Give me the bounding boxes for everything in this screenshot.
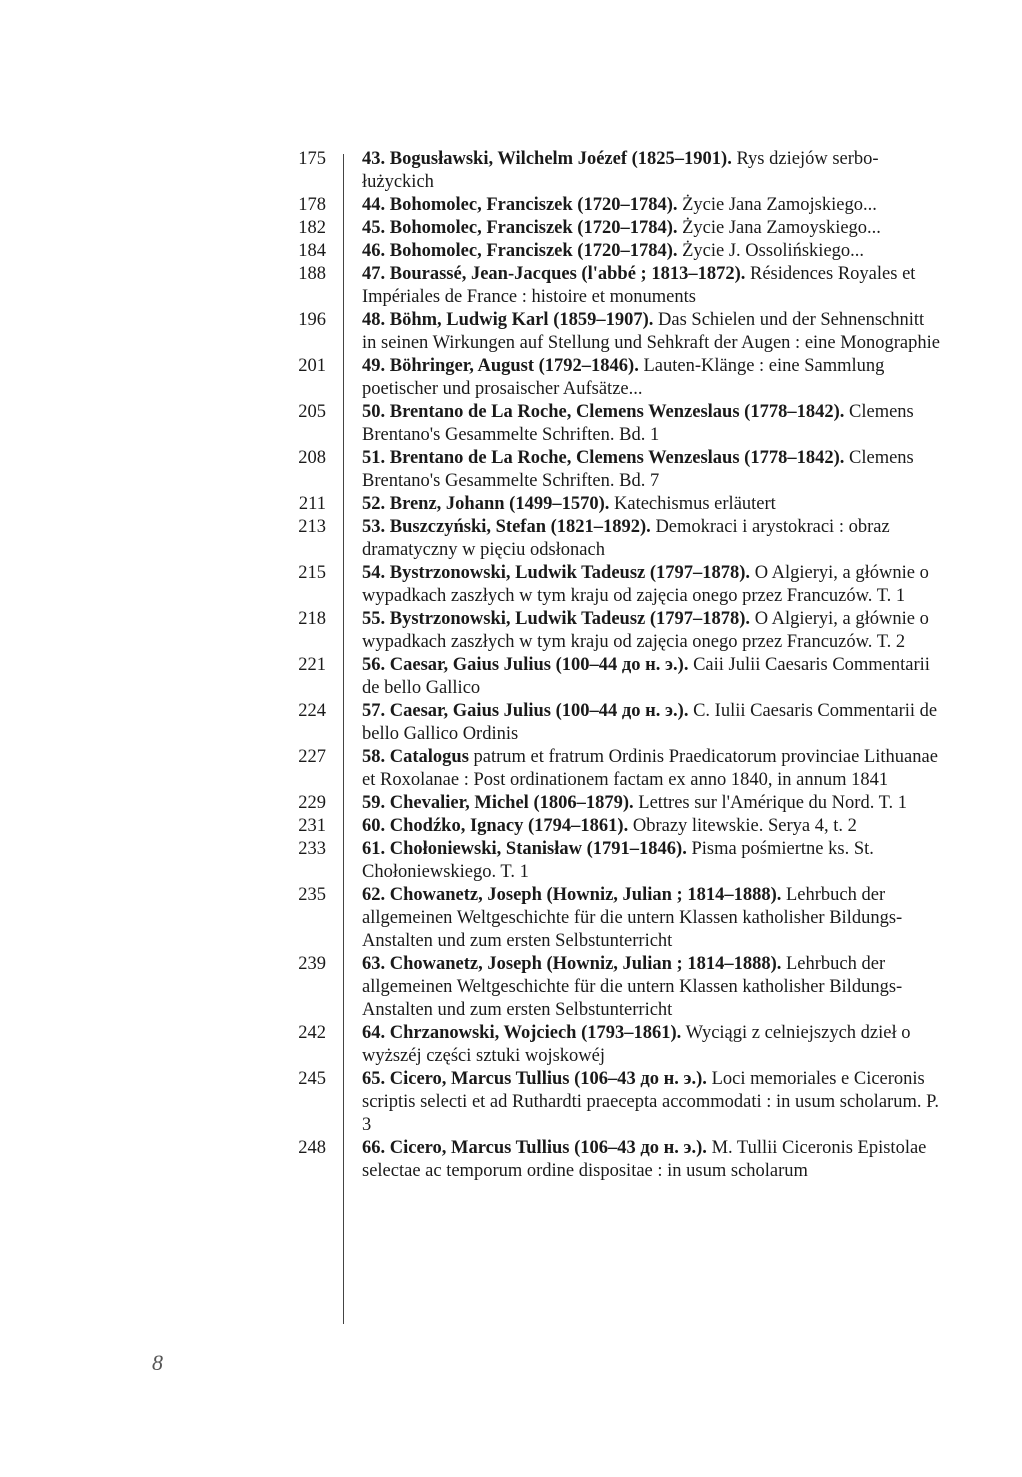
toc-entry-title: Życie Jana Zamojskiego... <box>682 195 877 215</box>
toc-page-ref: 242 <box>298 1023 326 1043</box>
toc-entry-text <box>362 355 942 401</box>
toc-entry-heading: 47. Bourassé, Jean-Jacques (l'abbé ; 1813–1872). <box>362 264 746 284</box>
toc-entry-text <box>362 815 942 838</box>
toc-page-ref: 211 <box>298 494 326 514</box>
toc-entry-title: Résidences Royales et Impériales de France : histoire et monuments <box>362 264 916 307</box>
toc-entry-heading: 49. Böhringer, August (1792–1846). <box>362 356 639 376</box>
toc-entry-heading: 53. Buszczyński, Stefan (1821–1892). <box>362 517 651 537</box>
toc-entry-title: Lauten-Klänge : eine Sammlung poetischer und prosaischer Aufsätze... <box>362 356 885 399</box>
toc-entry-text <box>362 217 942 240</box>
toc-page-ref: 208 <box>298 448 326 468</box>
toc-entry-text <box>362 401 942 447</box>
table-of-contents <box>270 148 970 1183</box>
toc-entry-text <box>362 1137 942 1183</box>
toc-entry <box>270 1068 970 1137</box>
toc-entry-heading: 63. Chowanetz, Joseph (Howniz, Julian ; 1814–1888). <box>362 954 782 974</box>
toc-entry-text <box>362 884 942 953</box>
toc-entry-title: Wyciągi z celniejszych dzieł o wyższéj części sztuki wojskowéj <box>362 1023 911 1066</box>
toc-entry-heading: 51. Brentano de La Roche, Clemens Wenzeslaus (1778–1842). <box>362 448 845 468</box>
toc-entry <box>270 953 970 1022</box>
toc-page-ref: 245 <box>298 1069 326 1089</box>
toc-entry-heading: 57. Caesar, Gaius Julius (100–44 до н. э.). <box>362 701 689 721</box>
toc-entry-heading: 52. Brenz, Johann (1499–1570). <box>362 494 610 514</box>
toc-page-ref: 248 <box>298 1138 326 1158</box>
toc-entry-title: patrum et fratrum Ordinis Praedicatorum provinciae Lithuanae et Roxolanae : Post ordinationem factam ex anno 1840, in annum 1841 <box>362 747 938 790</box>
toc-entry <box>270 148 970 194</box>
toc-entry <box>270 746 970 792</box>
toc-entry-title: Życie J. Ossolińskiego... <box>682 241 865 261</box>
toc-entry-title: Życie Jana Zamoyskiego... <box>682 218 881 238</box>
toc-page-ref: 239 <box>298 954 326 974</box>
toc-page-ref: 188 <box>298 264 326 284</box>
toc-entry-title: Pisma pośmiertne ks. St. Chołoniewskiego. T. 1 <box>362 839 874 882</box>
toc-entry-heading: 66. Cicero, Marcus Tullius (106–43 до н. э.). <box>362 1138 707 1158</box>
toc-entry-text <box>362 700 942 746</box>
toc-entry-title: Lehrbuch der allgemeinen Weltgeschichte für die untern Klassen katholisher Bildungs-Anstalten und zum ersten Selbstunterricht <box>362 885 903 951</box>
toc-page-ref: 205 <box>298 402 326 422</box>
toc-page-ref: 182 <box>298 218 326 238</box>
toc-entry-text <box>362 1068 942 1137</box>
toc-entry-text <box>362 953 942 1022</box>
toc-entry-text <box>362 148 942 194</box>
toc-entry-heading: 43. Bogusławski, Wilchelm Joézef (1825–1901). <box>362 149 732 169</box>
toc-entry-title: Katechismus erläutert <box>614 494 776 514</box>
toc-entry <box>270 309 970 355</box>
toc-entry <box>270 700 970 746</box>
toc-entry <box>270 884 970 953</box>
toc-entry-text <box>362 447 942 493</box>
toc-entry-text <box>362 1022 942 1068</box>
toc-entry-text <box>362 309 942 355</box>
toc-entry-heading: 54. Bystrzonowski, Ludwik Tadeusz (1797–1878). <box>362 563 751 583</box>
toc-entry-text <box>362 792 942 815</box>
toc-page-ref: 229 <box>298 793 326 813</box>
toc-entry <box>270 194 970 217</box>
toc-entry-title: Das Schielen und der Sehnenschnitt in seinen Wirkungen auf Stellung und Sehkraft der Augen : eine Monographie <box>362 310 940 353</box>
toc-entry <box>270 815 970 838</box>
toc-page-ref: 213 <box>298 517 326 537</box>
toc-entry-title: C. Iulii Caesaris Commentarii de bello Gallico Ordinis <box>362 701 938 744</box>
toc-entry-title: O Algieryi, a głównie o wypadkach zaszłych w tym kraju od zajęcia onego przez Francuzów. T. 1 <box>362 563 929 606</box>
toc-entry <box>270 240 970 263</box>
toc-entry-text <box>362 654 942 700</box>
toc-entry <box>270 493 970 516</box>
toc-entry-text <box>362 240 942 263</box>
toc-entry <box>270 654 970 700</box>
toc-entry-title: Obrazy litewskie. Serya 4, t. 2 <box>632 816 857 836</box>
toc-entry-heading: 59. Chevalier, Michel (1806–1879). <box>362 793 634 813</box>
toc-entry-title: Clemens Brentano's Gesammelte Schriften. Bd. 1 <box>362 402 914 445</box>
toc-page-ref: 215 <box>298 563 326 583</box>
toc-entry-title: Caii Julii Caesaris Commentarii de bello Gallico <box>362 655 930 698</box>
toc-entry <box>270 1137 970 1183</box>
toc-entry-title: Lettres sur l'Amérique du Nord. T. 1 <box>638 793 908 813</box>
toc-entry <box>270 792 970 815</box>
toc-entry-title: O Algieryi, a głównie o wypadkach zaszłych w tym kraju od zajęcia onego przez Francuzów. T. 2 <box>362 609 929 652</box>
toc-entry-text <box>362 838 942 884</box>
toc-page-ref: 235 <box>298 885 326 905</box>
toc-page-ref: 221 <box>298 655 326 675</box>
toc-entry-heading: 46. Bohomolec, Franciszek (1720–1784). <box>362 241 678 261</box>
toc-entry-title: Clemens Brentano's Gesammelte Schriften. Bd. 7 <box>362 448 914 491</box>
toc-page-ref: 175 <box>298 149 326 169</box>
toc-entry-heading: 45. Bohomolec, Franciszek (1720–1784). <box>362 218 678 238</box>
toc-entry-title: Loci memoriales e Ciceronis scriptis selecti et ad Ruthardti praecepta accommodati : in usum scholarum. P. 3 <box>362 1069 939 1135</box>
toc-entry-heading: 60. Chodźko, Ignacy (1794–1861). <box>362 816 629 836</box>
toc-entry-text <box>362 263 942 309</box>
toc-entry-text <box>362 493 942 516</box>
toc-entry-title: Lehrbuch der allgemeinen Weltgeschichte für die untern Klassen katholisher Bildungs-Anstalten und zum ersten Selbstunterricht <box>362 954 903 1020</box>
toc-entry-heading: 55. Bystrzonowski, Ludwik Tadeusz (1797–1878). <box>362 609 751 629</box>
page-number: 8 <box>152 1350 163 1375</box>
toc-entry-heading: 64. Chrzanowski, Wojciech (1793–1861). <box>362 1023 682 1043</box>
toc-entry-text <box>362 516 942 562</box>
toc-entry-text <box>362 194 942 217</box>
toc-page-ref: 231 <box>298 816 326 836</box>
toc-entry-heading: 58. Catalogus <box>362 747 469 767</box>
toc-entry <box>270 355 970 401</box>
toc-entry <box>270 401 970 447</box>
toc-entry <box>270 447 970 493</box>
toc-entry-text <box>362 746 942 792</box>
toc-entry-title: Demokraci i arystokraci : obraz dramatyczny w pięciu odsłonach <box>362 517 890 560</box>
toc-page-ref: 184 <box>298 241 326 261</box>
toc-entry-heading: 48. Böhm, Ludwig Karl (1859–1907). <box>362 310 654 330</box>
toc-entry-text <box>362 562 942 608</box>
toc-entry <box>270 562 970 608</box>
toc-page-ref: 224 <box>298 701 326 721</box>
toc-entry <box>270 263 970 309</box>
toc-entry-title: M. Tullii Ciceronis Epistolae selectae ac temporum ordine dispositae : in usum scholarum <box>362 1138 927 1181</box>
toc-entry-heading: 50. Brentano de La Roche, Clemens Wenzeslaus (1778–1842). <box>362 402 845 422</box>
toc-entry-title: Rys dziejów serbo-łużyckich <box>362 149 879 192</box>
toc-page-ref: 233 <box>298 839 326 859</box>
toc-page-ref: 218 <box>298 609 326 629</box>
toc-page-ref: 178 <box>298 195 326 215</box>
toc-entry <box>270 608 970 654</box>
toc-entry-heading: 61. Chołoniewski, Stanisław (1791–1846). <box>362 839 687 859</box>
toc-page-ref: 227 <box>298 747 326 767</box>
toc-entry-text <box>362 608 942 654</box>
toc-page-ref: 196 <box>298 310 326 330</box>
toc-entry-heading: 44. Bohomolec, Franciszek (1720–1784). <box>362 195 678 215</box>
toc-entry-heading: 56. Caesar, Gaius Julius (100–44 до н. э.). <box>362 655 689 675</box>
toc-entry <box>270 516 970 562</box>
toc-entry-heading: 62. Chowanetz, Joseph (Howniz, Julian ; 1814–1888). <box>362 885 782 905</box>
toc-entry <box>270 217 970 240</box>
toc-entry <box>270 838 970 884</box>
toc-entry-heading: 65. Cicero, Marcus Tullius (106–43 до н. э.). <box>362 1069 707 1089</box>
toc-page-ref: 201 <box>298 356 326 376</box>
toc-entry <box>270 1022 970 1068</box>
